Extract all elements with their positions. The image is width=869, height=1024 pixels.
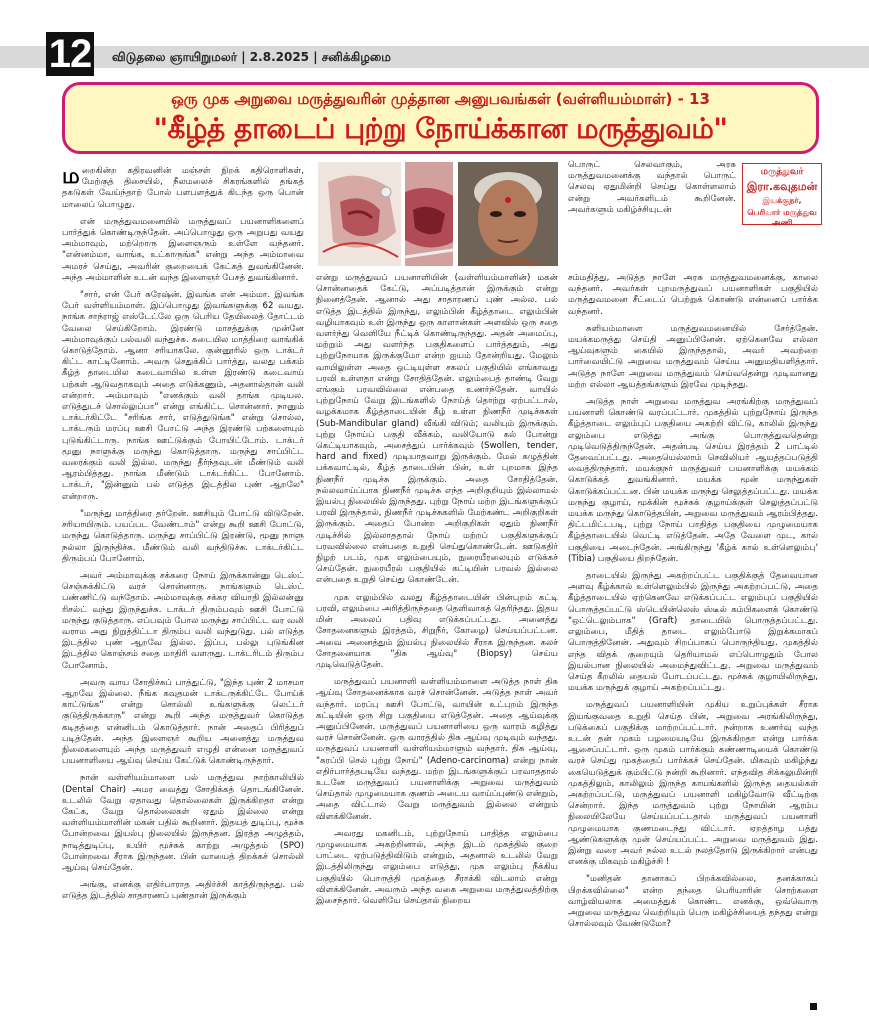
author-byline bbox=[742, 163, 822, 225]
article-paragraph: அவரு வாய சோதிச்சுப் பாத்துட்டு, "இந்த புண் 2 மாசமா ஆறவே இல்லை. நீங்க கவுதமன் டாக்டருக்கிட்டே போய்க் காட்டுங்க" என்று சொல்லி உங்களுக்கு லெட்டர் குடுத்திருக்காரு" என்று கூறி அந்த மருத்துவர் கொடுத்த கடிதத்தை என்னிடம் கொடுத்தார். நான் அதைப் பிரித்துப் படித்தேன். அந்த இளைஞர் கூறிய அனைத்து மருத்துவ நிலைகளையும் அந்த மருத்துவர் எழுதி என்னை மருத்துவப் பயனாளியை ஆய்வு செய்ய கேட்டுக் கொண்டிருந்தார். bbox=[62, 677, 304, 767]
surgery-photo-1 bbox=[318, 162, 401, 266]
article-paragraph: சம்மதித்து, அடுத்த நாளே அரசு மருத்துவமனைக்கு, காலை வந்தனர். அவர்கள் புறமருத்துவப் பயனாளிகள் பகுதியில் மருத்துவமனை சீட்டைப் பெற்றுக் கொண்டு என்னைப் பார்க்க வந்தனர். bbox=[568, 273, 818, 317]
article-column-2 bbox=[316, 273, 558, 1016]
article-column-1 bbox=[62, 166, 304, 1016]
page-number: 12 bbox=[46, 32, 94, 76]
article-paragraph: முக எலும்பில் வலது கீழ்த்தாடையின் பின்புறம் கட்டி பரவி, எலும்பை அரித்திருந்ததை தெளிவாகத் தெரிந்தது. இதய மின் அலைப் பதிவு எடுக்கப்பட்டது. அனைத்து சோதனைகளும் இரத்தம், சிறுநீர், கோழை) செய்யப்பட்டன. அவை அனைத்தும் இயல்பு நிலையில் சீராக இருந்தன. கலச் சோதனையாக "திசு ஆய்வு" (Biopsy) செய்ய முடிவெடுத்தேன். bbox=[316, 592, 558, 670]
series-title: ஒரு முக அறுவை மருத்துவரின் முத்தான அனுபவங்கள் (வள்ளியம்மாள்) - 13 bbox=[171, 90, 710, 108]
article-paragraph: அவர் அம்மாவுக்கு சக்கரை நோய் இருக்கான்னு டெஸ்ட் செஞ்சுக்கிட்டு வரச் சொன்னாரு. நாங்களும் டெஸ்ட் பண்ணிட்டு வந்தோம். அம்மாவுக்கு சக்கர வியாதி இல்லன்னு ரிசல்ட் வந்து இருந்துச்சு. டாக்டர் திரும்பவும் ஊசி போட்டு மருந்து குடுத்தாரு. எப்பவும் போல மருந்து சாப்பிட்ட வர வலி வராம அது நிறுத்திட்டா திரும்ப வலி வந்துடுது. பல் எடுத்த இடத்தில புண் ஆறவே இல்ல. இப்ப, பல்லு புடுங்கின இடத்தில கொஞ்சம் சதை மாதிரி வளருது. டாக்டரிடம் திரும்ப போனோம். bbox=[62, 570, 304, 671]
article-paragraph: சுளியம்மாளை மருத்துவமனையில் சேர்த்தேன். மயக்கமருத்து செய்தி அனுப்பினேன். ஏற்கெனவே எல்லா ஆய்வுகளும் கையில் இருந்ததால், அவர் அவற்றை பார்வையிட்டு அறுவை மருத்துவம் செய்ய அனுமதியளித்தார். அடுத்த நாளே அறுவை மருத்துவம் செய்வதென்று முடிவானது மற்ற எல்லா ஆயத்தங்களும் இரவே முடிந்தது. bbox=[568, 323, 818, 390]
article-column-3 bbox=[568, 273, 818, 1016]
article-paragraph: என் மருத்துவமனையில் மருத்துவப் பயனாளிகளைப் பார்த்துக் கொண்டிருந்தேன். அப்பொழுது ஒரு அறுபது வயது அம்மாவும், மற்றொரு இளைஞரும் உள்ளே வந்தனர். "என்னம்மா, வாங்க, உட்காருங்க" என்று அந்த அம்மாவை அமரச் செய்து, அவரின் குறையைக் கேட்கத் துவங்கினேன். அந்த அம்மாளின் உடன் வந்த இளைஞர் பேசத் துவங்கினார். bbox=[62, 216, 304, 283]
article-paragraph: என்று மருத்துவப் பயனாளியின் (வள்ளியம்மாளின்) மகன் சொன்னதைக் கேட்டு, அப்படித்தான் இருக்கும் என்று நினைத்தேன். ஆனால் அது சாதாரணப் புண் அல்ல. பல் எடுத்த இடத்தில் இருந்து, எலும்பின் கீழ்த்தாடை எலும்பின் வழியாகவும் உள் இருந்து ஒரு காளான்கள் அளவில் ஒரு சதை வளர்ந்து வெளியே நீட்டிக் கொண்டிருந்தது. அதன் அமைப்பு, மற்றும் அது வளர்ந்த பகுதிகளைப் பார்த்ததும், அது புற்றுநோயாக இருக்குமோ என்ற ஐயம் தோன்றியது. மேலும் வாயிலுள்ள அதை ஒட்டியுள்ள சகலப் பகுதியில் எங்காவது பரவி உள்ளதா என்று சோதித்தேன். எலும்பைத் தாண்டி வேறு எங்கும் பரவவில்லை என்பதை உணர்ந்தேன். வாயில் புற்றுநோய் வேறு இடங்களில் நோய்த் தொற்று ஏற்பட்டால், வழக்கமாக கீழ்த்தாடையின் கீழ் உள்ள நிணநீர் முடிச்சுகள் (Sub-Mandibular gland) வீங்கி விடும்; வலியும் இருக்கும். புற்று நோய்ப் பகுதி வீக்கம், வலியோடு கல் போன்று கெட்டியாகவும், அசைத்துப் பார்க்கவும் (Swollen, tender, hard and fixed) முடியாதவாறு இருக்கும். மேல் கழுத்தின் பக்கவாட்டில், கீழ்த் தாடையின் பின், உள் புறமாக இந்த நிணநீர் முடிச்சு இருக்கும். அதை சோதித்தேன். நல்லவாய்ப்பாக நிணநீர் முடிச்சு எந்த அறிகுறியும் இல்லாமல் இயல்பு நிலையில் இருந்தது. புற்று நோய் மற்ற இடங்களுக்குப் பரவி இருந்தால், நிணநீர் முடிச்சுகளில் மேற்கண்ட அறிகுறிகள் இருக்கும். அதைப் போன்ற அறிகுறிகள் ஏதும் நிணநீர் முடிச்சில் இல்லாததால் நோய் மற்றப் பகுதிகளுக்குப் பரவவில்லை என்பதை உறுதி செய்துகொண்டேன். ஊடுகதிர் நிழற் படம், முக எலும்பையும், நுரையீரலையும் எடுக்கச் செய்தேன். நுரையீரல் பகுதியில் கட்டியின் பரவல் இல்லை என்பதை உறுதி செய்து கொண்டேன். bbox=[316, 273, 558, 586]
article-paragraph: தாடையில் இருந்து அகற்றப்பட்ட பகுதிக்குத் தேவையான அளவு கீழ்க்கால் உள்ளெலும்பில் இருந்து அகற்றப்பட்டு, அதை கீழ்த்தாடையில் ஏற்கெனவே எடுக்கப்பட்ட எலும்புப் பகுதியில் பொருத்தப்பட்டு ஸ்டெயின்லெஸ் ஸ்டீல் கம்பிகளைக் கொண்டு "ஒட்டெலும்பாக" (Graft) தாடையில் பொருத்தப்பட்டது. எலும்பை, மீதித் தாடை எலும்போடு இறுக்கமாகப் பொருத்தினேன். அதுவும் சிறப்பாகப் பொருந்தியது. முகத்தில் எந்த விதக் குறையும் தெரியாமல் எப்பொழுதும் போல இயல்பான நிலையில் அமைந்துவிட்டது. அறுவை மருத்துவம் செய்த கீறலில் தையல் போடப்பட்டது. மூச்சுக் குழாயிலிருந்து, மயக்க மருந்துக் குழாய் அகற்றப்பட்டது. bbox=[568, 571, 818, 694]
headline: "கீழ்த் தாடைப் புற்று நோய்க்கான மருத்துவம்" bbox=[153, 112, 728, 145]
end-mark bbox=[810, 1003, 817, 1010]
article-paragraph: மறைகின்ற கதிரவனின் மஞ்சள் நிறக் கதிரொளிகள், மேற்குத் திசையில், நீலமலைச் சிகரங்களில் தங்கத் தகடுகள் வேய்ந்தாற் போல் பளபளத்துக் கிடந்த ஒரு பொன் மாலைப் பொழுது. bbox=[62, 166, 304, 210]
patient-portrait bbox=[458, 162, 558, 266]
byline-title-1: இயக்குநர், bbox=[762, 196, 802, 205]
article-paragraph: அங்கு, எனக்கு எதிர்பாராத அதிர்ச்சி காத்திருந்தது. பல் எடுத்த இடத்தில் சாதாரணப் புண்தான் இருக்கும் bbox=[62, 880, 304, 902]
byline-name: இரா.கவுதமன் bbox=[746, 180, 818, 193]
article-paragraph: "மனிதன் தானாகப் பிறக்கவில்லை, தனக்காகப் பிறக்கவில்லை" என்ற தந்தை பெரியாரின் சொற்களை வாழ்வியலாக அமைத்துக் கொண்ட எனக்கு, ஒவ்வொரு அறுவை மருத்துவ வெற்றியும் பெரு மகிழ்ச்சியைத் தந்தது என்று சொல்லவும் வேண்டுமோ? bbox=[568, 874, 818, 930]
article-column-3-top bbox=[568, 160, 736, 272]
article-paragraph: நான் வள்ளியம்மாளை பல் மருத்துவ நாற்காலியில் (Dental Chair) அமர வைத்து சோதிக்கத் தொடங்கினேன். உடலில் வேறு ஏதாவது தொல்லைகள் இருக்கிறதா என்று கேட்க, வேறு தொல்லைகள் ஏதும் இல்லை என்று வள்ளியம்மாளின் மகன் பதில் கூறினார். இதயத் துடிப்பு, மூச்சு போன்றவை இயல்பு நிலையில் இருந்தன. இரத்த அழுத்தம், நாடித்துடிப்பு, உயிர் மூச்சுக் காற்று அழுத்தம் (SPO) போன்றவை சீராக இருந்தன. பின் வாயைத் திறக்கச் சொல்லி ஆய்வு செய்தேன். bbox=[62, 773, 304, 873]
article-paragraph: மருத்துவப் பயனாளியின் முகிய உறுப்புக்கள் சீராக இயங்குவதை உறுதி செய்த பின், அறுவை அரங்கிலிருந்து, படுக்கைப் பகுதிக்கு மாற்றப்பட்டார். நன்றாக உணர்வு வந்த உடன் தன் முகம் பழமையடியே இருக்கிறதா என்று பார்க்க ஆசைப்பட்டார். ஒரு முகம் பார்க்கும் கண்ணாடியைக் கொண்டு வரச் செய்து முகத்தைப் பார்க்கச் செய்தேன். மிகவும் மகிழ்ந்து கையெடுத்துக் கும்பிட்டு நன்றி கூறினார். எந்தவித சிக்கலுமின்றி முகத்திலும், காலிலும் இருந்த காயங்களில் இருந்த தையல்கள் அகற்றப்பட்டு, மருத்துவப் பயனாளி மகிழ்வோடு வீட்டிற்கு சென்றார். இந்த மருத்துவம் புற்று நோயின் ஆரம்ப நிலையிலேயே செய்யப்பட்டதால் மருத்துவப் பயனாளி முழுமையாக குணமடைந்து விட்டார். ஏறத்தாழ பத்து ஆண்டுகளுக்கு முன் செய்யப்பட்ட அறுவை மருத்துவம் இது. இன்று வரை அவர் நல்ல உடல் நலத்தோடு இருக்கிறார் என்பது எனக்கு மிகவும் மகிழ்ச்சி ! bbox=[568, 700, 818, 868]
article-paragraph: அவரது மகனிடம், புற்றுநோய் பாதித்த எலும்பை முழுமையாக அகற்றினால், அந்த இடம் முகத்தில் குறை பாட்டை ஏற்படுத்திவிடும் என்றும், அதனால் உடலில் வேறு இடத்திலிருந்து எலும்பை எடுத்து, முக எலும்பு நீக்கிய பகுதியில் பொருத்தி முகத்தை சீராக்கி விடலாம் என்று விளக்கினேன். அவரும் அந்த வகை அறுவை மருத்துவத்திற்கு இசைந்தார். வெளியே செய்தால் நிறைய bbox=[316, 828, 558, 906]
article-paragraph: "சார், என் பேர் சுரேஷ்ன். இவங்க என் அம்மா. இவங்க பேர் வள்ளியம்மாள். இப்பொழுது இவங்களுக்கு 62 வயது. நாங்க சாந்ராஜ் எஸ்டேட்லே ஒரு பெரிய தேயிலைத் தோட்டம் வேலை செய்கிறோம். இரண்டு மாசத்துக்கு முன்னே அம்மாவுக்குப் பல்வலி வந்துச்சு. கடையில மாத்திரை வாங்கிக் கொடுத்தோம். ஆனா சரியாகலே. குன்னூரில் ஒரு டாக்டர் கிட்ட காட்டினோம். அவரு செதுக்கிப் பார்த்து, வலது பக்கம் கீழ்த் தாடையில கடைவாயில உள்ள இரண்டு கடைவாய் பற்கள் ஆடுவதாகவும் அதை எடுக்கணும், அதனால்தான் வலி என்றார். அம்மாவும் "எனக்கும் வலி தாங்க முடியல. எடுத்துடச் சொல்லுப்பா" என்று எங்கிட்ட சொன்னார். நானும் டாக்டர்கிட்டே "சரிங்க சார், எடுத்துடுங்க" என்று சொல்ல, டாக்டரும் மரப்பு ஊசி போட்டு அந்த இரண்டு பற்களையும் புடுங்கிட்டாரு. நாங்க ஊட்டுக்கும் போயிட்டோம். டாக்டர் மூனு நாளுக்கு மருந்து கொடுத்தாரு. மருந்து சாப்பிட்ட வரைக்கும் வலி இல்ல. மருந்து தீர்ந்தவுடன் மீண்டும் வலி ஆரம்பித்தது. நாங்க மீண்டும் டாக்டர்கிட்ட போனோம். டாக்டர், "இன்னும் பல் எடுத்த இடத்தில புண் ஆறலே" என்றாரு. bbox=[62, 290, 304, 502]
surgery-photo-2 bbox=[405, 162, 453, 266]
article-paragraph: அடுத்த நாள் அறுவை மருத்துவ அரங்கிற்கு மருத்துவப் பயனாளி கொண்டு வரப்பட்டார். முகத்தில் புற்றுநோய் இருந்த கீழ்த்தாடை எலும்புப் பகுதியை அகற்றி விட்டு, காலில் இருந்து எலும்பை எடுத்து அங்கு பொருத்துவதென்று முடிவெடுத்திருந்தேன். அதன்படி செய்ய இரத்தம் 2 பாட்டில் தேவைப்பட்டது. அதையெல்லாம் செவிலியர் ஆயத்தப்படுத்தி வைத்திருந்தார். மயக்குநர் மருத்துவர் பயனாளிக்கு மயக்கம் கொடுக்கத் துவங்கினார். மயக்க மூன் மருந்துகள் கொடுக்கப்பட்டன. பின் மயக்க மருந்து செலுத்தப்பட்டது. மயக்க மருந்து குழாய், மூக்கின் மூச்சுக் குழாய்க்குள் செலுத்தப்பட்டு மயக்க மருந்து கொடுத்தபின், அறுவை மருத்துவம் ஆரம்பித்தது. திட்டமிட்டபடி, புற்று நோய் பாதித்த பகுதியை முழுமையாக கீழ்த்தாடையில் வெட்டி எடுத்தேன். அதே வேளை முட, கால் பகுதியை அடைந்தேன். அங்கிருந்து 'கீழ்க் கால் உள்ளெலும்பு' (Tibia) பகுதியை திறந்தேன். bbox=[568, 397, 818, 564]
article-paragraph: மருத்துவப் பயனாளி வள்ளியம்மாளை அடுத்த நாள் திசு ஆய்வு சோதனைக்காக வரச் சொன்னேன். அடுத்த நாள் அவர் வந்தார். மரப்பு ஊசி போட்டு, வாயின் உட்புறம் இருந்த கட்டியின் ஒரு சிறு பகுதியை எடுத்தேன். அதை ஆய்வுக்கு அனுப்பினேன். மருத்துவப் பயனாளியை ஒரு வாரம் கழித்து வரச் சொன்னேன். ஒரு வாரத்தில் திசு ஆய்வு முடிவும் வந்தது. மருத்துவப் பயனாளி வள்ளியம்மாளும் வந்தார். திசு ஆய்வு, "சுரப்பி செல் புற்று நோய்" (Adeno-carcinoma) என்று நான் எதிர்பார்த்தபடியே வந்தது. மற்ற இடங்களுக்குப் பரவாததால் உடனே மருத்துவப் பயனாளிக்கு அறுவை மருத்துவம் செய்தால் முழுமையாக குணம் அடைய வாய்ப்புண்டு என்றும், அதை விட்டால் வேறு மருத்துவம் இல்லை என்றும் விளக்கினேன். bbox=[316, 677, 558, 822]
article-paragraph: பொருட் செலவாகும், அரசு மருத்துவமனைக்கு வந்தால் பொருட் செலவு ஏதுமின்றி செய்து கொள்ளலாம் என்று அவர்களிடம் கூறினேன். அவர்களும் மகிழ்ச்சியுடன் bbox=[568, 160, 736, 215]
drop-cap: ம bbox=[62, 166, 80, 189]
running-head: விடுதலை ஞாயிறுமலர் | 2.8.2025 | சனிக்கிழமை bbox=[112, 50, 391, 64]
headline-banner bbox=[62, 82, 819, 154]
byline-title-2: பெரியார் மருத்துவ அணி bbox=[747, 208, 817, 227]
article-paragraph: "மருந்து மாத்திரை தர்றேன். ஊசியும் போட்டு விடுறேன். சரியாயிரும். பயப்பட வேண்டாம்" என்று கூறி ஊசி போட்டு, மருந்து கொடுத்தாரு. மருந்து சாப்பிட்டு இரண்டு, மூனு நாளு நல்லா இருந்திச்சு. மீண்டும் வலி வந்திடுச்சு. டாக்டர்கிட்ட திரும்பப் போனோம். bbox=[62, 508, 304, 564]
byline-role: மருத்துவர் bbox=[760, 167, 804, 177]
